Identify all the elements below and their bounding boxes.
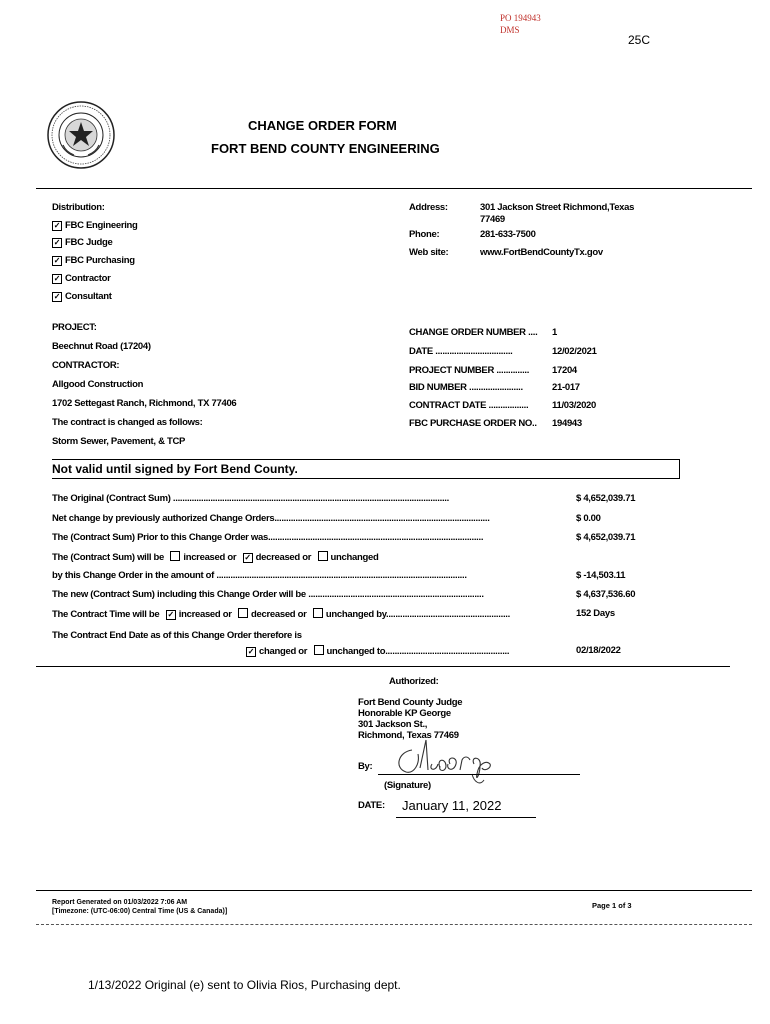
distribution-item-contractor: ✓ Contractor [53,273,111,284]
detail-purchase-order-label: FBC PURCHASE ORDER NO.. [409,418,537,429]
new-sum-label: The new (Contract Sum) including this Change Order will be ........................................................................... [52,589,484,600]
unchanged-option: unchanged [330,552,379,563]
authorized-label: Authorized: [389,676,439,687]
detail-bid-number: 21-017 [552,382,580,393]
time-increased-option: increased or [178,609,232,620]
time-unchanged-option: unchanged by..................................................... [325,609,510,620]
report-generated: Report Generated on 01/03/2022 7:06 AM [52,899,188,906]
not-valid-warning: Not valid until signed by Fort Bend County. [52,462,298,476]
original-sum-value: $ 4,652,039.71 [576,493,636,504]
contractor-name: Allgood Construction [52,379,144,390]
date-line [396,817,536,818]
net-change-value: $ 0.00 [576,513,601,524]
contractor-label: CONTRACTOR: [52,360,120,371]
contract-time-row [52,608,544,620]
unchecked-box-icon [318,551,328,561]
detail-bid-number-label: BID NUMBER ....................... [409,382,523,393]
address-label: Address: [409,202,448,213]
time-decreased-option: decreased or [251,609,307,620]
decreased-option: decreased or [255,552,312,563]
unchecked-box-icon [314,645,324,655]
by-label: By: [358,761,373,772]
end-changed-option: changed or [259,646,308,657]
address-line1: 301 Jackson Street Richmond,Texas [480,202,635,213]
authorized-street: 301 Jackson St., [358,719,428,730]
detail-change-order-number-label: CHANGE ORDER NUMBER .... [409,327,538,338]
page-tag: 25C [628,33,651,47]
unchecked-box-icon [313,608,323,618]
contract-sum-will-be-row [52,551,378,563]
footer-divider [36,890,752,891]
detail-date: 12/02/2021 [552,346,597,357]
project-label: PROJECT: [52,322,97,333]
warning-top-rule [52,459,680,460]
authorized-city: Richmond, Texas 77469 [358,730,459,741]
unchecked-box-icon [238,608,248,618]
handwritten-note: 1/13/2022 Original (e) sent to Olivia Rios, Purchasing dept. [88,978,401,992]
will-be-label: The (Contract Sum) will be [52,552,165,563]
checked-box-icon: ✓ [53,221,61,230]
authorized-title: Fort Bend County Judge [358,697,463,708]
end-date-value: 02/18/2022 [576,645,621,656]
phone-value: 281-633-7500 [480,229,536,240]
detail-project-number: 17204 [552,365,577,376]
checked-box-icon: ✓ [53,256,61,265]
address-line2: 77469 [480,214,505,225]
change-amount-label: by this Change Order in the amount of ........................................................................................................... [52,570,467,581]
changed-as-follows-label: The contract is changed as follows: [52,417,203,428]
authorized-name: Honorable KP George [358,708,451,719]
contractor-address: 1702 Settegast Ranch, Richmond, TX 77406 [52,398,237,409]
po-number: PO 194943 [500,13,541,23]
checked-box-icon: ✓ [53,274,61,283]
end-unchanged-option: unchanged to..................................................... [326,646,510,657]
contract-time-value: 152 Days [576,608,615,619]
detail-project-number-label: PROJECT NUMBER .............. [409,365,530,376]
checked-box-icon: ✓ [247,647,255,656]
new-sum-value: $ 4,637,536.60 [576,589,636,600]
website-link[interactable]: www.FortBendCountyTx.gov [480,247,603,258]
increased-option: increased or [183,552,237,563]
prior-sum-value: $ 4,652,039.71 [576,532,636,543]
prior-sum-label: The (Contract Sum) Prior to this Change Order was............................................................................................ [52,532,484,543]
date-label: DATE: [358,800,385,811]
checked-box-icon: ✓ [53,238,61,247]
warning-right-rule [679,459,680,479]
end-date-row [246,645,544,657]
distribution-item-fbc-judge: ✓ FBC Judge [53,237,113,248]
county-seal-logo [46,100,116,170]
signed-date: January 11, 2022 [402,798,502,813]
distribution-item-consultant: ✓ Consultant [53,291,112,302]
detail-change-order-number: 1 [552,327,557,338]
po-stamp [500,12,541,36]
phone-label: Phone: [409,229,440,240]
end-date-label: The Contract End Date as of this Change Order therefore is [52,630,302,641]
website-label: Web site: [409,247,449,258]
detail-contract-date: 11/03/2020 [552,400,597,411]
detail-contract-date-label: CONTRACT DATE ................. [409,400,529,411]
distribution-item-fbc-engineering: ✓ FBC Engineering [53,220,138,231]
detail-date-label: DATE ................................. [409,346,513,357]
checked-box-icon: ✓ [244,553,251,562]
report-info [52,898,227,916]
header-divider [36,188,752,189]
checked-box-icon: ✓ [53,292,61,301]
change-description: Storm Sewer, Pavement, & TCP [52,436,186,447]
distribution-label: Distribution: [52,202,105,213]
sums-divider [36,666,730,667]
warning-bottom-rule [52,478,680,479]
form-title: CHANGE ORDER FORM [248,118,397,133]
original-sum-label: The Original (Contract Sum) ...................................................................................................................... [52,493,449,504]
form-subtitle: FORT BEND COUNTY ENGINEERING [211,141,440,156]
unchecked-box-icon [170,551,180,561]
project-name: Beechnut Road (17204) [52,341,151,352]
distribution-item-fbc-purchasing: ✓ FBC Purchasing [53,255,135,266]
checked-box-icon: ✓ [167,610,174,619]
page-number: Page 1 of 3 [592,901,632,910]
net-change-label: Net change by previously authorized Change Orders............................................................................................ [52,513,490,524]
signature-label: (Signature) [384,780,431,791]
footer-dashed-rule [36,924,752,925]
detail-purchase-order: 194943 [552,418,582,429]
contract-time-label: The Contract Time will be [52,609,160,620]
change-amount-value: $ -14,503.11 [576,570,626,581]
signature-line [378,774,580,775]
report-timezone: [Timezone: (UTC-06:00) Central Time (US & Canada)] [52,908,228,915]
dms-label: DMS [500,25,520,35]
